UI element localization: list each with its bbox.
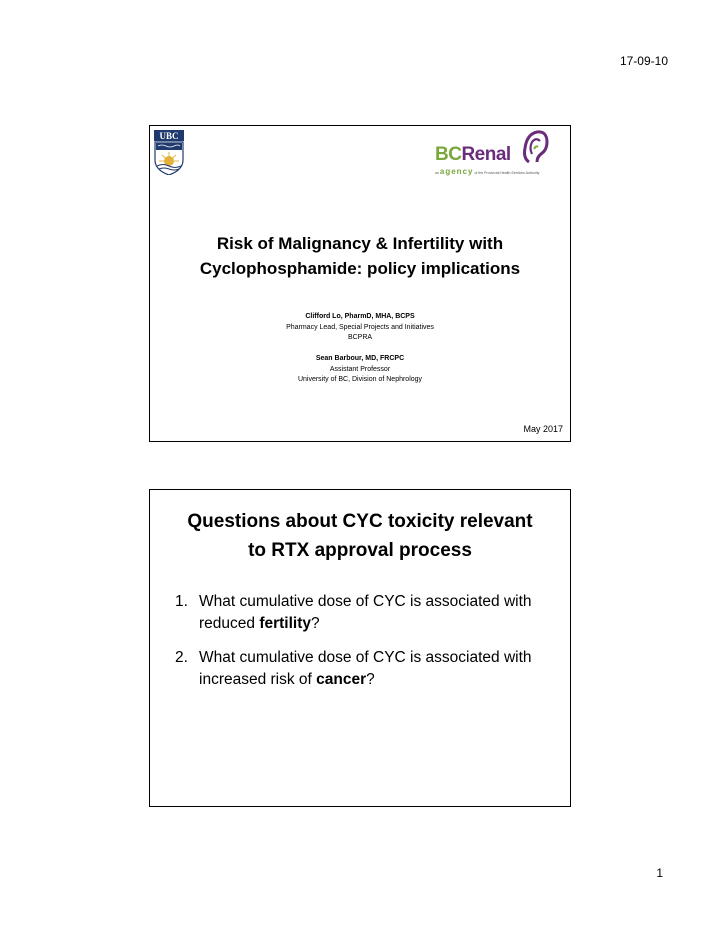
- slide2-title: [150, 507, 570, 565]
- bcrenal-wordmark: [435, 144, 511, 166]
- question-text-end: ?: [311, 615, 320, 632]
- page-number: 1: [656, 866, 663, 880]
- question-list: [175, 591, 555, 703]
- ear-icon: [519, 128, 549, 166]
- question-keyword: cancer: [316, 671, 367, 688]
- page-date: 17-09-10: [619, 54, 668, 68]
- bcrenal-logo: [435, 128, 575, 178]
- slide2-title-line1: Questions about CYC toxicity relevant: [187, 511, 533, 532]
- questions-slide: [149, 489, 571, 807]
- question-text-end: ?: [366, 671, 375, 688]
- author-org: BCPRA: [347, 334, 373, 341]
- agency-prefix: an: [435, 171, 439, 175]
- slide2-title-line2: to RTX approval process: [248, 540, 472, 561]
- list-item: [175, 647, 555, 691]
- author-role: Pharmacy Lead, Special Projects and Initiatives: [286, 323, 434, 331]
- bcrenal-renal: Renal: [461, 144, 511, 165]
- agency-suffix: of the Provincial Health Services Authority: [474, 171, 540, 175]
- list-number: 1.: [175, 593, 188, 610]
- slide1-title-line1: Risk of Malignancy & Infertility with: [216, 234, 504, 253]
- question-text: [199, 591, 555, 635]
- question-keyword: fertility: [259, 615, 312, 632]
- author-block-barbour: [150, 354, 570, 386]
- question-text-main: What cumulative dose of CYC is associated with increased risk of: [199, 649, 532, 688]
- question-text: [199, 647, 555, 691]
- author-block-lo: [150, 312, 570, 344]
- bcrenal-bc: BC: [435, 144, 462, 165]
- slide1-title: [150, 231, 570, 281]
- author-role: Assistant Professor: [329, 365, 391, 373]
- author-name: Clifford Lo, PharmD, MHA, BCPS: [305, 313, 415, 320]
- ubc-logo: [154, 130, 184, 175]
- author-name: Sean Barbour, MD, FRCPC: [315, 355, 405, 362]
- title-slide: [149, 125, 571, 442]
- question-text-main: What cumulative dose of CYC is associated with reduced: [199, 593, 532, 632]
- list-number: 2.: [175, 649, 188, 666]
- list-item: [175, 591, 555, 635]
- slide1-title-line2: Cyclophosphamide: policy implications: [199, 259, 521, 278]
- slide1-date: May 2017: [523, 424, 563, 434]
- bcrenal-agency-line: [435, 167, 539, 176]
- ubc-logo-text: UBC: [159, 131, 179, 141]
- author-org: University of BC, Division of Nephrology: [297, 376, 423, 383]
- agency-word: agency: [439, 167, 474, 176]
